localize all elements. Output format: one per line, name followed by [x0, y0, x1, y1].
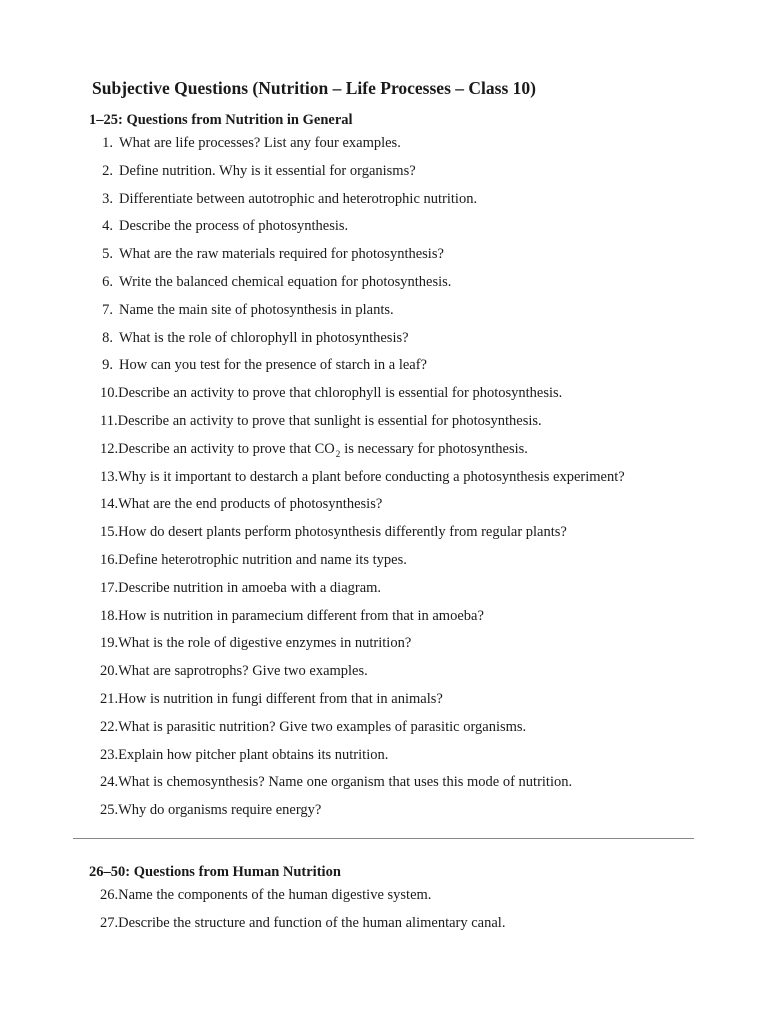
question-number: 6. — [102, 273, 113, 290]
question-text: Name the main site of photosynthesis in plants. — [119, 301, 394, 318]
question-number: 5. — [102, 246, 113, 263]
question-text: What is parasitic nutrition? Give two examples of parasitic organisms. — [118, 718, 527, 735]
section-heading-human-nutrition: 26–50: Questions from Human Nutrition — [89, 864, 341, 880]
question-text: Describe an activity to prove that sunlight is essential for photosynthesis. — [117, 412, 542, 429]
question-number: 27. — [100, 914, 119, 931]
question-item — [0, 302, 700, 330]
question-text: What is the role of digestive enzymes in nutrition? — [118, 635, 412, 652]
question-text: How can you test for the presence of starch in a leaf? — [119, 357, 427, 374]
question-number: 11. — [100, 412, 118, 429]
question-number: 7. — [102, 301, 113, 318]
question-item — [0, 747, 700, 775]
question-text: Write the balanced chemical equation for photosynthesis. — [119, 273, 452, 290]
question-text: What are life processes? List any four examples. — [119, 135, 401, 151]
question-text: What is the role of chlorophyll in photosynthesis? — [119, 329, 409, 346]
question-item — [0, 413, 700, 441]
question-list-human-nutrition — [0, 887, 700, 943]
question-text: Describe the process of photosynthesis. — [119, 218, 349, 235]
question-item — [0, 580, 700, 608]
question-text: Describe the structure and function of the human alimentary canal. — [118, 914, 506, 931]
question-text: How do desert plants perform photosynthesis differently from regular plants? — [118, 524, 567, 541]
question-number: 14. — [100, 496, 119, 513]
question-item — [0, 135, 700, 163]
question-item — [0, 552, 700, 580]
question-number: 18. — [100, 607, 119, 624]
question-number: 17. — [100, 579, 119, 596]
question-item — [0, 802, 700, 830]
question-item — [0, 915, 700, 943]
question-item — [0, 774, 700, 802]
question-number: 25. — [100, 802, 119, 819]
question-number: 16. — [100, 551, 119, 568]
question-item — [0, 385, 700, 413]
question-text: Why do organisms require energy? — [118, 802, 322, 819]
question-number: 22. — [100, 718, 119, 735]
question-item — [0, 663, 700, 691]
question-item — [0, 887, 700, 915]
question-item — [0, 469, 700, 497]
question-item — [0, 496, 700, 524]
question-text: Define nutrition. Why is it essential for organisms? — [119, 162, 416, 179]
question-number: 1. — [102, 135, 113, 151]
question-number: 21. — [100, 690, 119, 707]
question-text: How is nutrition in fungi different from that in animals? — [118, 690, 443, 707]
question-number: 10. — [100, 385, 119, 402]
question-number: 4. — [102, 218, 113, 235]
question-number: 26. — [100, 887, 119, 903]
question-item — [0, 719, 700, 747]
question-number: 8. — [102, 329, 113, 346]
question-text: Define heterotrophic nutrition and name its types. — [118, 551, 407, 568]
question-item — [0, 246, 700, 274]
question-number: 9. — [102, 357, 113, 374]
question-text: What are saprotrophs? Give two examples. — [118, 663, 368, 680]
question-number: 2. — [102, 162, 113, 179]
question-number: 13. — [100, 468, 119, 485]
question-text: is necessary for photosynthesis. — [344, 440, 528, 457]
question-item — [0, 330, 700, 358]
question-number: 23. — [100, 746, 119, 763]
question-text: What are the end products of photosynthesis? — [118, 496, 383, 513]
question-text: Explain how pitcher plant obtains its nutrition. — [118, 746, 389, 763]
subscript: 2 — [335, 448, 341, 459]
question-text: Describe an activity to prove that chlorophyll is essential for photosynthesis. — [118, 385, 563, 402]
question-number: 24. — [100, 774, 119, 791]
question-text: Describe an activity to prove that CO — [118, 440, 335, 457]
question-item — [0, 163, 700, 191]
question-item — [0, 608, 700, 636]
section-heading-nutrition-general: 1–25: Questions from Nutrition in General — [89, 112, 353, 128]
question-item — [0, 274, 700, 302]
question-item — [0, 635, 700, 663]
question-number: 19. — [100, 635, 119, 652]
question-list-nutrition-general — [0, 135, 700, 830]
question-item — [0, 441, 700, 469]
question-item — [0, 191, 700, 219]
document-title: Subjective Questions (Nutrition – Life Processes – Class 10) — [92, 78, 536, 98]
question-number: 3. — [102, 190, 113, 207]
question-text: Differentiate between autotrophic and heterotrophic nutrition. — [119, 190, 478, 207]
question-number: 15. — [100, 524, 119, 541]
question-item — [0, 691, 700, 719]
question-item — [0, 218, 700, 246]
question-text: What are the raw materials required for photosynthesis? — [119, 246, 444, 263]
question-item — [0, 357, 700, 385]
question-number: 20. — [100, 663, 119, 680]
question-text: What is chemosynthesis? Name one organism that uses this mode of nutrition. — [118, 774, 573, 791]
question-text: Name the components of the human digestive system. — [118, 887, 432, 903]
question-text: Describe nutrition in amoeba with a diagram. — [118, 579, 382, 596]
question-text: How is nutrition in paramecium different from that in amoeba? — [118, 607, 484, 624]
question-number: 12. — [100, 440, 119, 457]
section-divider — [73, 838, 694, 839]
question-item — [0, 524, 700, 552]
question-text: Why is it important to destarch a plant before conducting a photosynthesis experiment? — [118, 468, 625, 485]
